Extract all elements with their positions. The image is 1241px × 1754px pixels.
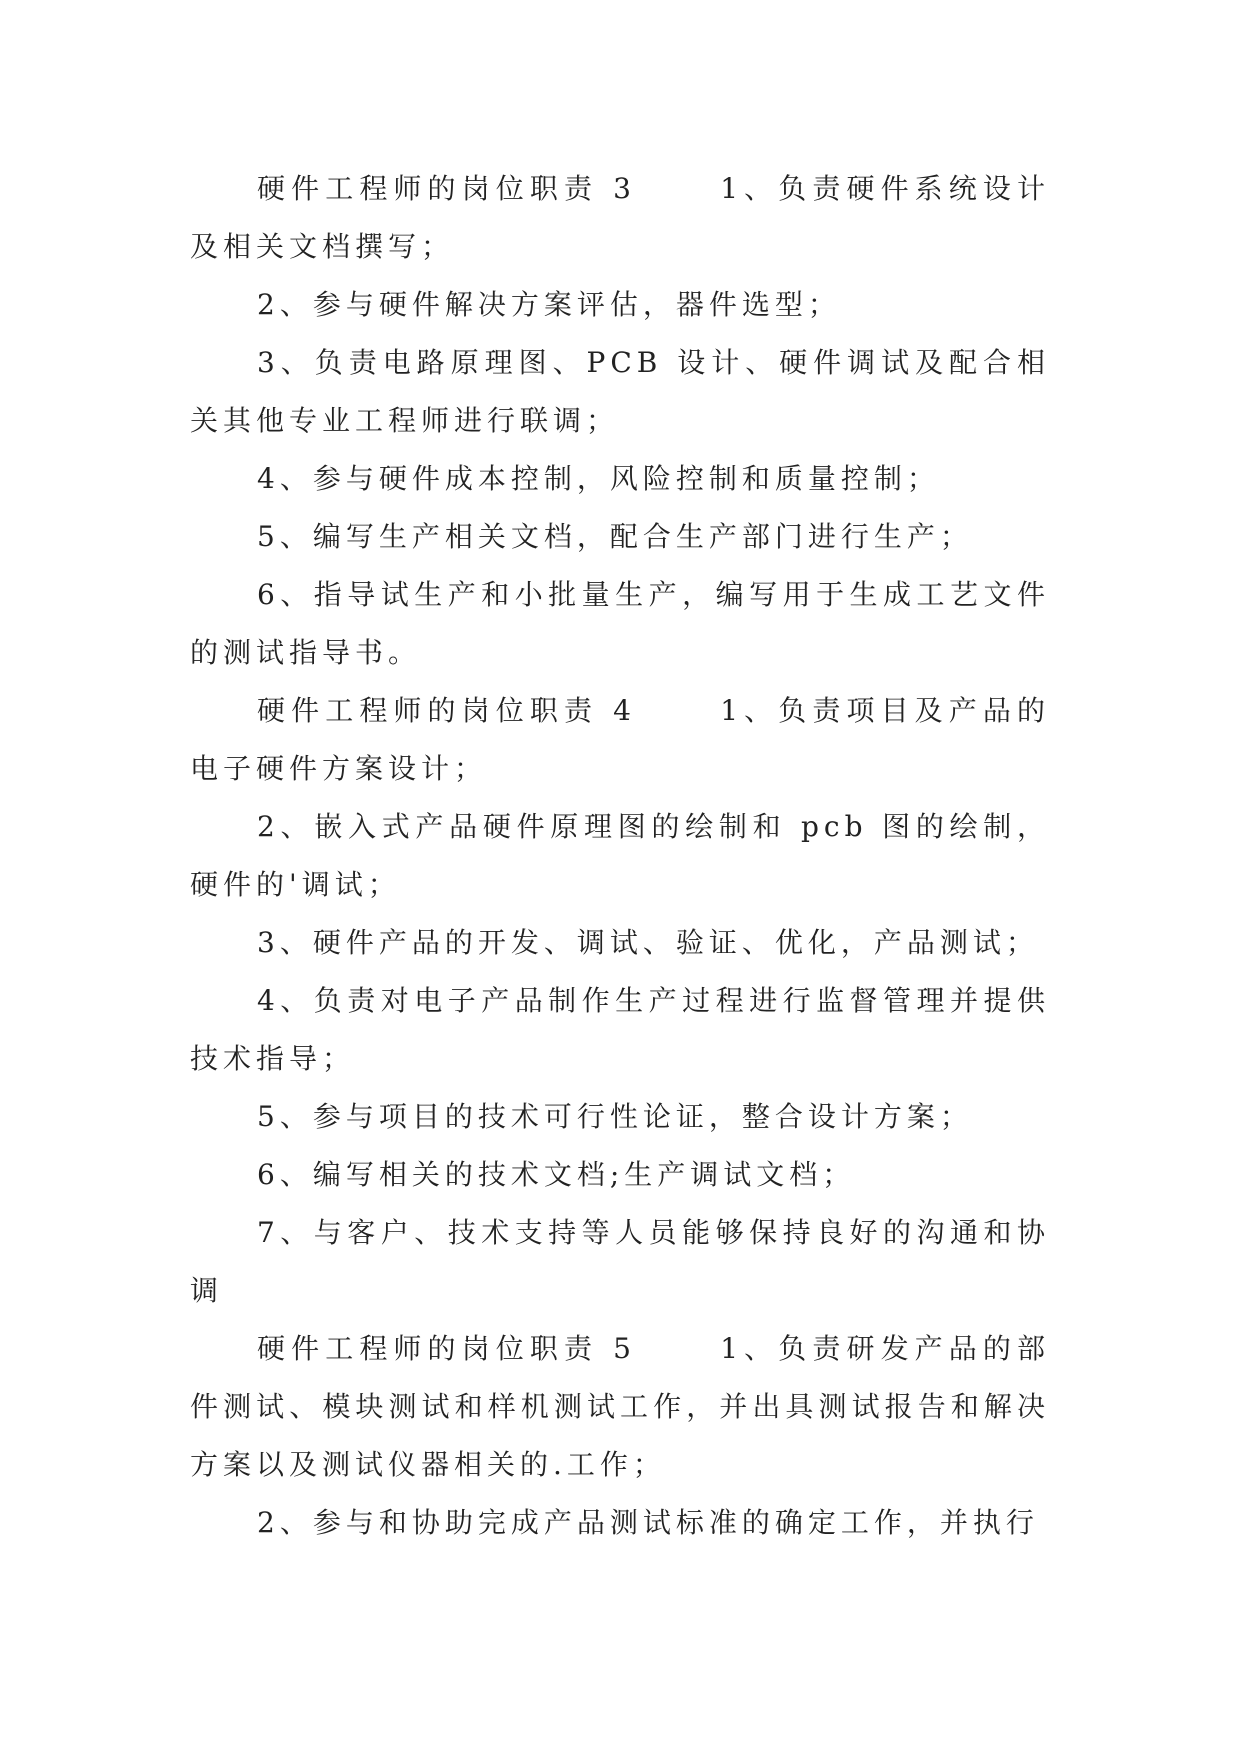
list-item: 6、编写相关的技术文档;生产调试文档； (257, 1158, 856, 1191)
list-item: 4、参与硬件成本控制，风险控制和质量控制； (257, 462, 940, 495)
section-5-heading-paragraph: 硬件工程师的岗位职责 5 1、负责研发产品的部件测试、模块测试和样机测试工作，并出具测试报告和解决方案以及测试仪器相关的.工作； (190, 1332, 1050, 1481)
list-item: 2、嵌入式产品硬件原理图的绘制和 pcb 图的绘制，硬件的'调试； (190, 810, 1050, 901)
list-item: 6、指导试生产和小批量生产，编写用于生成工艺文件的测试指导书。 (190, 578, 1050, 669)
section-4-heading-paragraph: 硬件工程师的岗位职责 4 1、负责项目及产品的电子硬件方案设计； (190, 694, 1050, 785)
document-body (190, 160, 1050, 1552)
list-item: 2、参与和协助完成产品测试标准的确定工作，并执行 (257, 1506, 1039, 1539)
list-item: 7、与客户、技术支持等人员能够保持良好的沟通和协调 (190, 1216, 1050, 1307)
list-item: 4、负责对电子产品制作生产过程进行监督管理并提供技术指导； (190, 984, 1050, 1075)
section-3-heading-paragraph: 硬件工程师的岗位职责 3 1、负责硬件系统设计及相关文档撰写； (190, 172, 1050, 263)
list-item: 5、参与项目的技术可行性论证，整合设计方案； (257, 1100, 973, 1133)
list-item: 3、负责电路原理图、PCB 设计、硬件调试及配合相关其他专业工程师进行联调； (190, 346, 1050, 437)
list-item: 3、硬件产品的开发、调试、验证、优化，产品测试； (257, 926, 1039, 959)
list-item: 2、参与硬件解决方案评估，器件选型； (257, 288, 841, 321)
list-item: 5、编写生产相关文档，配合生产部门进行生产； (257, 520, 973, 553)
